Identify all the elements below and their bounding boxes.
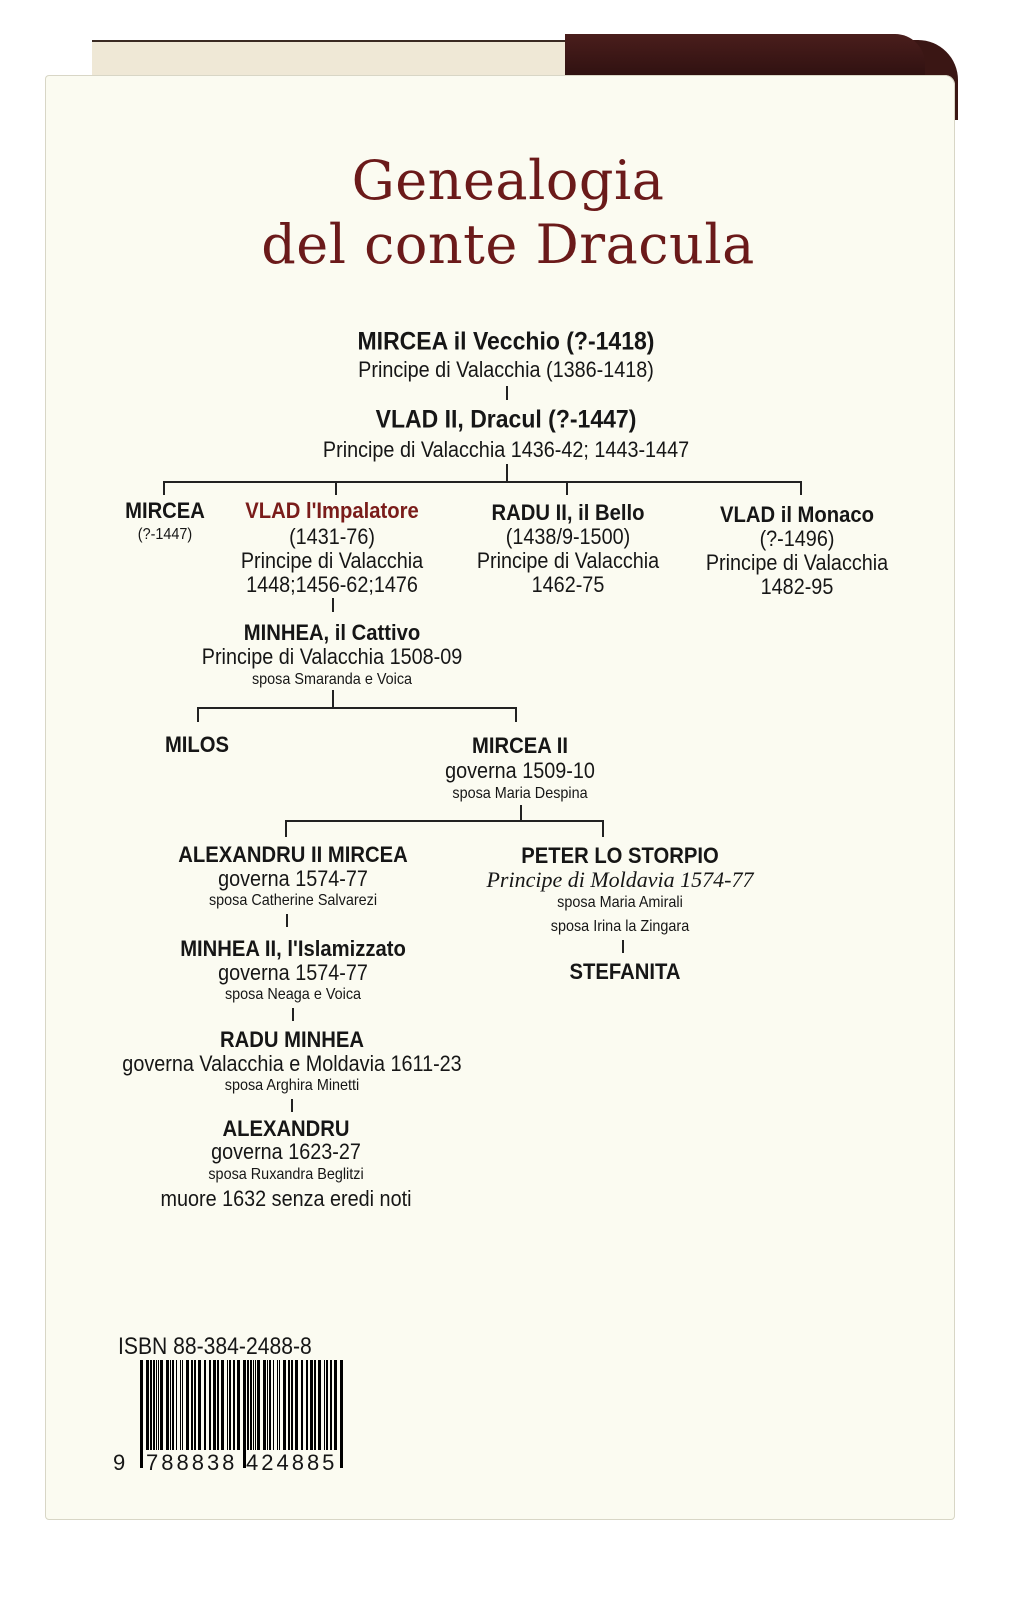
barcode-bar (310, 1360, 313, 1450)
person-detail: (1431-76) (289, 524, 375, 549)
connector-line (332, 690, 334, 707)
barcode-bar (257, 1360, 260, 1450)
person-detail: (?-1447) (137, 526, 193, 543)
person-detail: Principe di Valacchia 1508-09 (201, 644, 463, 669)
barcode-bar (330, 1360, 332, 1450)
barcode-bar (166, 1360, 169, 1450)
person-detail: governa Valacchia e Moldavia 1611-23 (122, 1051, 462, 1076)
barcode-bar (158, 1360, 159, 1450)
barcode-digits-left: 788838 (146, 1450, 238, 1475)
barcode-bar (263, 1360, 266, 1450)
barcode-bar (340, 1360, 343, 1468)
barcode-bar (198, 1360, 201, 1450)
barcode-bar (217, 1360, 219, 1450)
barcode-digit-lead: 9 (113, 1450, 126, 1475)
person-detail: (?-1496) (759, 526, 835, 551)
person-detail: governa 1574-77 (218, 960, 368, 985)
connector-line (566, 481, 568, 495)
barcode-bar (273, 1360, 274, 1450)
barcode-bar (279, 1360, 280, 1450)
barcode-bar (237, 1360, 240, 1450)
barcode-bar (253, 1360, 254, 1450)
barcode-bar (204, 1360, 206, 1450)
connector-line (332, 598, 334, 612)
barcode-bar (269, 1360, 271, 1450)
barcode-bar (140, 1360, 143, 1468)
person-detail: sposa Maria Amirali (557, 894, 683, 911)
title-line-2: del conte Dracula (261, 213, 755, 276)
barcode-bar (326, 1360, 328, 1450)
connector-line (800, 481, 802, 495)
barcode-bar (221, 1360, 224, 1450)
barcode-bar (176, 1360, 177, 1450)
barcode-bar (227, 1360, 228, 1450)
person-detail: governa 1509-10 (445, 758, 595, 783)
person-detail: sposa Smaranda e Voica (251, 671, 413, 688)
person-detail: (1438/9-1500) (505, 524, 631, 549)
connector-line (622, 940, 624, 953)
person-name: MINHEA II, l'Islamizzato (180, 936, 406, 961)
connector-line (506, 464, 508, 482)
person-detail: Principe di Valacchia (705, 550, 889, 575)
person-name: MIRCEA (125, 498, 205, 523)
barcode-bar (314, 1360, 316, 1450)
barcode-bar (182, 1360, 183, 1450)
person-name: ALEXANDRU (222, 1116, 350, 1141)
barcode-bar (247, 1360, 249, 1450)
book-page-edges (92, 40, 567, 78)
barcode-bar (180, 1360, 181, 1450)
person-detail: sposa Catherine Salvarezi (208, 892, 378, 909)
connector-line (197, 707, 515, 709)
barcode-bar (191, 1360, 193, 1450)
barcode-bar (233, 1360, 235, 1450)
barcode-bar (250, 1360, 252, 1450)
connector-line (163, 481, 165, 495)
barcode-digits-right: 424885 (246, 1450, 338, 1475)
barcode-bar (301, 1360, 303, 1450)
person-detail: 1448;1456-62;1476 (246, 572, 418, 597)
person-detail: governa 1623-27 (211, 1139, 361, 1164)
barcode-bar (277, 1360, 278, 1450)
isbn-text: ISBN 88-384-2488-8 (118, 1333, 312, 1360)
connector-line (286, 914, 288, 927)
connector-line (515, 707, 517, 722)
person-detail: sposa Arghira Minetti (224, 1077, 360, 1094)
connector-line (520, 805, 522, 820)
person-detail: sposa Ruxandra Beglitzi (208, 1166, 364, 1183)
barcode-bar (283, 1360, 286, 1450)
barcode-bar (172, 1360, 174, 1450)
person-name: RADU II, il Bello (491, 500, 645, 525)
connector-line (602, 820, 604, 837)
person-name: MIRCEA il Vecchio (?-1418) (357, 327, 655, 356)
person-name: VLAD II, Dracul (?-1447) (375, 405, 637, 434)
connector-line (285, 820, 602, 822)
connector-line (335, 481, 337, 495)
barcode-bar (194, 1360, 196, 1450)
barcode-bar (291, 1360, 293, 1450)
title-line-1: Genealogia (351, 149, 665, 212)
connector-line (292, 1008, 294, 1021)
person-detail: Principe di Moldavia 1574-77 (486, 867, 754, 892)
connector-line (163, 481, 800, 483)
person-detail: sposa Maria Despina (452, 785, 588, 802)
connector-line (197, 707, 199, 722)
person-detail: sposa Neaga e Voica (224, 986, 362, 1003)
person-detail: Principe di Valacchia (1386-1418) (358, 357, 654, 382)
person-detail: muore 1632 senza eredi noti (160, 1186, 412, 1211)
connector-line (506, 386, 508, 400)
person-detail: Principe di Valacchia (240, 548, 424, 573)
person-name: STEFANITA (569, 959, 681, 984)
barcode-bar (156, 1360, 157, 1450)
barcode-bar (160, 1360, 163, 1450)
person-name: ALEXANDRU II MIRCEA (178, 842, 408, 867)
person-detail: 1482-95 (760, 574, 834, 599)
connector-line (285, 820, 287, 837)
barcode-bar (334, 1360, 337, 1450)
barcode-bar (267, 1360, 268, 1450)
barcode-bar (146, 1360, 149, 1450)
barcode-bar (288, 1360, 290, 1450)
person-name: VLAD l'Impalatore (245, 498, 419, 523)
person-detail: governa 1574-77 (218, 866, 368, 891)
barcode-bar (150, 1360, 152, 1450)
person-detail: Principe di Valacchia 1436-42; 1443-1447 (322, 437, 690, 462)
barcode-bar (324, 1360, 325, 1450)
person-detail: 1462-75 (531, 572, 605, 597)
person-name: MIRCEA II (472, 733, 568, 758)
barcode-bar (255, 1360, 256, 1450)
person-name: PETER LO STORPIO (521, 843, 719, 868)
person-name: MILOS (164, 732, 230, 757)
barcode-bar (318, 1360, 321, 1450)
connector-line (291, 1099, 293, 1112)
person-name: VLAD il Monaco (719, 502, 875, 527)
person-name: MINHEA, il Cattivo (243, 620, 421, 645)
barcode-bar (170, 1360, 171, 1450)
barcode-bar (295, 1360, 298, 1450)
barcode-bar (306, 1360, 308, 1450)
person-detail: Principe di Valacchia (476, 548, 660, 573)
barcode-bar (209, 1360, 211, 1450)
barcode-bar (213, 1360, 216, 1450)
person-name: RADU MINHEA (220, 1027, 364, 1052)
barcode-bar (229, 1360, 231, 1450)
barcode-bar (186, 1360, 189, 1450)
barcode-bar (153, 1360, 155, 1450)
person-detail: sposa Irina la Zingara (550, 918, 690, 935)
